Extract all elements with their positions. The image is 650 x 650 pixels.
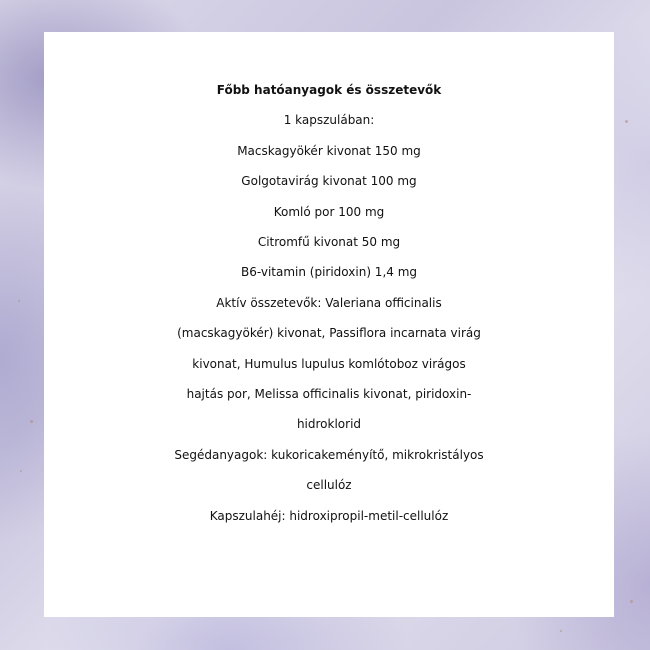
ingredient-line: hajtás por, Melissa officinalis kivonat, piridoxin- bbox=[186, 387, 472, 402]
ingredient-line: Segédanyagok: kukoricakeményítő, mikrokristályos bbox=[174, 447, 484, 462]
ingredient-line: cellulóz bbox=[306, 478, 352, 493]
ingredients-title: Főbb hatóanyagok és összetevők bbox=[216, 83, 442, 97]
ingredient-line: hidroklorid bbox=[296, 417, 362, 432]
ingredient-line: Macskagyökér kivonat 150 mg bbox=[237, 143, 421, 158]
ingredient-line: Aktív összetevők: Valeriana officinalis bbox=[216, 295, 442, 310]
ingredient-line: (macskagyökér) kivonat, Passiflora incarnata virág bbox=[177, 326, 481, 341]
ingredient-line: Komló por 100 mg bbox=[273, 204, 385, 219]
ingredients-card bbox=[44, 32, 614, 617]
ingredient-line: kivonat, Humulus lupulus komlótoboz virágos bbox=[192, 356, 466, 371]
ingredient-line: B6-vitamin (piridoxin) 1,4 mg bbox=[240, 265, 418, 280]
ingredients-text bbox=[44, 75, 614, 531]
ingredient-line: Kapszulahéj: hidroxipropil-metil-cellulóz bbox=[209, 508, 449, 523]
ingredient-line: Citromfű kivonat 50 mg bbox=[257, 235, 401, 250]
ingredient-line: 1 kapszulában: bbox=[283, 113, 375, 128]
ingredient-line: Golgotavirág kivonat 100 mg bbox=[241, 174, 417, 189]
